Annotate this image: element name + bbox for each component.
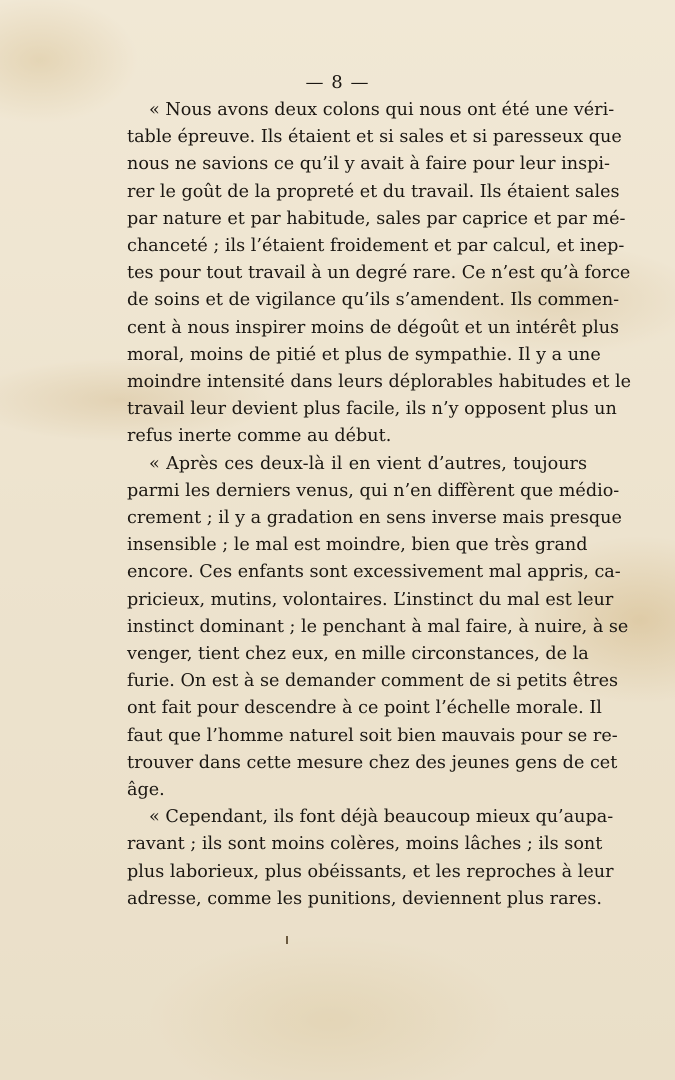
text-line: plus laborieux, plus obéissants, et les reproches à leur (127, 861, 614, 882)
text-line: faut que l’homme naturel soit bien mauvais pour se re- (127, 725, 618, 746)
text-line: chanceté ; ils l’étaient froidement et par calcul, et inep- (127, 236, 625, 257)
text-line: cent à nous inspirer moins de dégoût et un intérêt plus (127, 317, 620, 338)
text-line: crement ; il y a gradation en sens inverse mais presque (127, 508, 622, 529)
paragraph-3 (127, 804, 614, 913)
ink-speck (286, 936, 288, 944)
text-line: moral, moins de pitié et plus de sympathie. Il y a une (127, 344, 601, 365)
text-line: moindre intensité dans leurs déplorables habitudes et le (127, 372, 632, 393)
text-line: refus inerte comme au début. (127, 426, 392, 447)
text-line: âge. (127, 780, 165, 801)
text-line: instinct dominant ; le penchant à mal faire, à nuire, à se (127, 616, 629, 637)
text-line: trouver dans cette mesure chez des jeunes gens de cet (127, 752, 618, 773)
text-line: adresse, comme les punitions, deviennent plus rares. (127, 888, 602, 909)
text-line: de soins et de vigilance qu’ils s’amendent. Ils commen- (127, 290, 620, 311)
text-line: insensible ; le mal est moindre, bien que très grand (127, 535, 588, 556)
text-line: encore. Ces enfants sont excessivement mal appris, ca- (127, 562, 621, 583)
paragraph-1 (127, 97, 632, 451)
text-line: tes pour tout travail à un degré rare. Ce n’est qu’à force (127, 263, 631, 284)
text-line: ont fait pour descendre à ce point l’échelle morale. Il (127, 698, 602, 719)
text-line: « Cependant, ils font déjà beaucoup mieux qu’aupa- (149, 807, 614, 828)
text-line: venger, tient chez eux, en mille circonstances, de la (127, 644, 589, 665)
text-line: nous ne savions ce qu’il y avait à faire pour leur inspi- (127, 154, 610, 175)
text-line: ravant ; ils sont moins colères, moins lâches ; ils sont (127, 834, 603, 855)
text-line: rer le goût de la propreté et du travail. Ils étaient sales (127, 181, 620, 202)
text-line: parmi les derniers venus, qui n’en diffèrent que médio- (127, 480, 620, 501)
text-line: furie. On est à se demander comment de si petits êtres (127, 671, 619, 692)
text-line: par nature et par habitude, sales par caprice et par mé- (127, 208, 626, 229)
paragraph-2 (127, 451, 629, 805)
text-line: « Après ces deux-là il en vient d’autres, toujours (149, 453, 587, 474)
body-text (127, 97, 632, 913)
text-line: pricieux, mutins, volontaires. L’instinct du mal est leur (127, 589, 614, 610)
text-line: travail leur devient plus facile, ils n’y opposent plus un (127, 399, 617, 420)
page-number: — 8 — (305, 72, 370, 93)
text-line: table épreuve. Ils étaient et si sales et si paresseux que (127, 127, 622, 148)
text-line: « Nous avons deux colons qui nous ont été une véri- (149, 100, 615, 120)
